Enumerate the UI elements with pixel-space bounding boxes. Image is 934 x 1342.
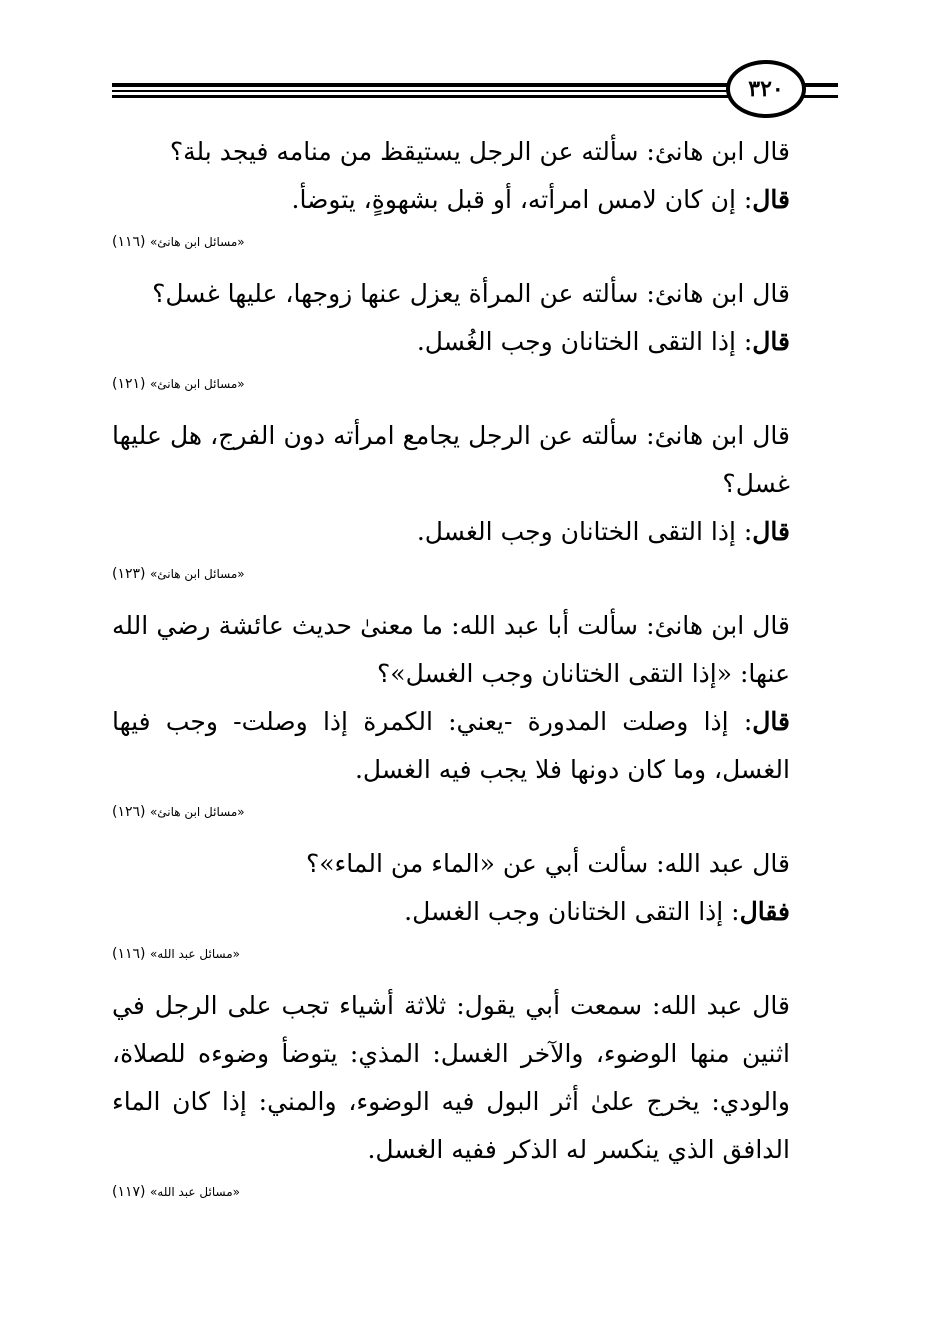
source-reference: «مسائل ابن هانئ» (١٢٣) [112,566,245,582]
question-line: قال ابن هانئ: سألته عن الرجل يستيقظ من منامه فيجد بلة؟ [169,137,790,166]
answer-line: قال: إذا وصلت المدورة -يعني: الكمرة إذا وصلت- وجب فيها الغسل، وما كان دونها فلا يجب فيه الغسل. [112,707,790,784]
source-reference: «مسائل ابن هانئ» (١٢١) [112,376,245,392]
qa-entry [112,982,838,1202]
source-reference: «مسائل عبد الله» (١١٧) [112,1184,240,1200]
statement-line: قال عبد الله: سمعت أبي يقول: ثلاثة أشياء تجب على الرجل في اثنين منها الوضوء، والآخر الغسل: المذي: يتوضأ وضوءه للصلاة، والودي: يخرج علىٰ أثر البول فيه الوضوء، والمني: إذا كان الماء الدافق الذي ينكسر له الذكر ففيه الغسل. [112,991,790,1164]
answer-line: قال: إذا التقى الختانان وجب الغسل. [416,517,790,546]
header-rule [112,83,732,87]
header-rule [112,90,732,92]
source-reference: «مسائل ابن هانئ» (١١٦) [112,234,245,250]
qa-entry [112,840,838,964]
page-body [112,128,838,1220]
question-line: قال ابن هانئ: سألته عن الرجل يجامع امرأته دون الفرج، هل عليها غسل؟ [112,421,790,498]
question-line: قال عبد الله: سألت أبي عن «الماء من الماء»؟ [305,849,790,878]
source-reference: «مسائل ابن هانئ» (١٢٦) [112,804,245,820]
source-reference: «مسائل عبد الله» (١١٦) [112,946,240,962]
qa-entry [112,128,838,252]
page-header [112,60,838,130]
question-line: قال ابن هانئ: سألته عن المرأة يعزل عنها زوجها، عليها غسل؟ [152,279,790,308]
header-rule [802,83,838,87]
qa-entry [112,270,838,394]
question-line: قال ابن هانئ: سألت أبا عبد الله: ما معنىٰ حديث عائشة رضي الله عنها: «إذا التقى الختانان وجب الغسل»؟ [112,611,790,688]
answer-line: فقال: إذا التقى الختانان وجب الغسل. [404,897,790,926]
page-number: ٣٢٠ [726,60,806,118]
answer-line: قال: إذا التقى الختانان وجب الغُسل. [416,327,790,356]
qa-entry [112,412,838,584]
answer-line: قال: إن كان لامس امرأته، أو قبل بشهوةٍ، يتوضأ. [291,185,790,214]
header-rule [802,95,838,98]
header-rule [112,95,732,98]
qa-entry [112,602,838,822]
